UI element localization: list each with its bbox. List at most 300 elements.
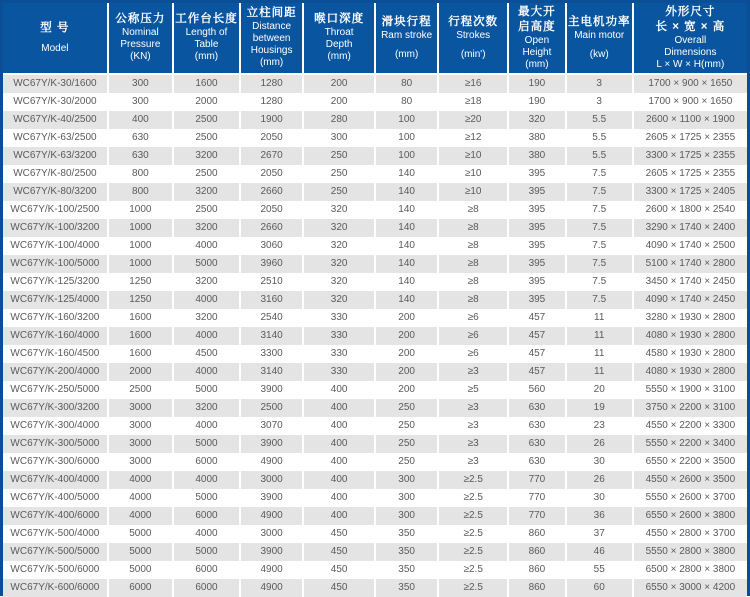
value-cell: 860 <box>508 561 566 579</box>
value-cell: 4080 × 1930 × 2800 <box>645 329 736 341</box>
value-cell: 320 <box>508 111 566 129</box>
value-cell: 1250 <box>108 273 173 291</box>
table-row <box>3 471 747 489</box>
column-header-open-height <box>508 3 566 74</box>
value-cell: 2605 × 1725 × 2355 <box>645 131 736 143</box>
column-header-throat-depth <box>303 3 375 74</box>
value-cell: 7.5 <box>566 237 633 255</box>
value-cell: 4000 <box>173 471 240 489</box>
value-cell: 860 <box>508 579 566 597</box>
value-cell: 400 <box>303 507 375 525</box>
value-cell: 1700 × 900 × 1650 <box>648 95 733 107</box>
value-cell: 6000 <box>173 561 240 579</box>
value-cell: 37 <box>566 525 633 543</box>
value-cell: 4550 × 2600 × 3500 <box>645 473 736 485</box>
value-cell: 1700 × 900 × 1650 <box>648 77 733 89</box>
value-cell: 2000 <box>108 363 173 381</box>
value-cell: 300 <box>108 93 173 111</box>
value-cell: 2670 <box>240 147 303 165</box>
value-cell: ≥2.5 <box>438 507 508 525</box>
value-cell: 630 <box>508 399 566 417</box>
value-cell: 140 <box>375 219 438 237</box>
value-cell: 3000 <box>240 471 303 489</box>
table-row <box>3 579 747 597</box>
value-cell: 140 <box>375 201 438 219</box>
value-cell: ≥3 <box>438 417 508 435</box>
value-cell: 2600 × 1100 × 1900 <box>645 113 735 125</box>
value-cell: 6550 × 2600 × 3800 <box>645 509 736 521</box>
value-cell: 3300 × 1725 × 2405 <box>645 185 736 197</box>
value-cell: 250 <box>303 183 375 201</box>
value-cell: 11 <box>566 327 633 345</box>
column-header-zh-label: 启高度 <box>518 20 556 33</box>
value-cell: 457 <box>508 327 566 345</box>
spec-table-header <box>3 3 747 74</box>
model-cell: WC67Y/K-500/6000 <box>3 561 108 579</box>
value-cell: 200 <box>375 381 438 399</box>
value-cell: 5550 × 1900 × 3100 <box>645 383 736 395</box>
value-cell: 1280 <box>240 93 303 111</box>
value-cell: 4550 × 2800 × 3700 <box>645 527 736 539</box>
column-header-zh-label: 外形尺寸 <box>665 6 716 18</box>
table-row <box>3 237 747 255</box>
value-cell: 630 <box>108 147 173 165</box>
value-cell: 46 <box>566 543 633 561</box>
column-header-zh-label: 长 × 宽 × 高 <box>655 20 726 33</box>
column-header-en-label: (mm) <box>525 58 549 70</box>
value-cell: 3750 × 2200 × 3100 <box>645 401 736 413</box>
model-cell: WC67Y/K-40/2500 <box>3 111 108 129</box>
value-cell: 1600 <box>173 74 240 93</box>
value-cell: ≥16 <box>438 74 508 93</box>
value-cell: 80 <box>375 74 438 93</box>
column-header-en-label: Height <box>522 46 552 58</box>
value-cell: 4000 <box>173 525 240 543</box>
value-cell: 3300 × 1725 × 2355 <box>645 149 736 161</box>
column-header-zh-label: 喉口深度 <box>314 13 365 26</box>
column-header-zh-label: 最大开 <box>518 6 556 18</box>
value-cell: 320 <box>303 291 375 309</box>
value-cell: 450 <box>303 561 375 579</box>
value-cell: 4900 <box>240 453 303 471</box>
value-cell: 60 <box>566 579 633 597</box>
value-cell: ≥3 <box>438 363 508 381</box>
value-cell: 450 <box>303 525 375 543</box>
value-cell: 800 <box>108 165 173 183</box>
value-cell: 330 <box>303 309 375 327</box>
value-cell: 330 <box>303 363 375 381</box>
model-cell: WC67Y/K-30/2000 <box>3 93 108 111</box>
value-cell: ≥2.5 <box>438 543 508 561</box>
value-cell: 450 <box>303 579 375 597</box>
column-header-table-length <box>173 3 240 74</box>
value-cell: ≥2.5 <box>438 579 508 597</box>
table-row <box>3 453 747 471</box>
column-header-en-label: Length of <box>185 27 228 39</box>
model-cell: WC67Y/K-160/4500 <box>3 345 108 363</box>
value-cell: 200 <box>375 345 438 363</box>
value-cell: 400 <box>303 435 375 453</box>
table-row <box>3 561 747 579</box>
value-cell: 3160 <box>240 291 303 309</box>
value-cell: 2500 <box>240 399 303 417</box>
value-cell: ≥20 <box>438 111 508 129</box>
column-header-en-label: Main motor <box>574 29 625 41</box>
value-cell: 3450 × 1740 × 2450 <box>645 275 736 287</box>
value-cell: 395 <box>508 237 566 255</box>
value-cell: 300 <box>375 471 438 489</box>
column-header-nominal-pressure <box>108 3 173 74</box>
table-row <box>3 327 747 345</box>
value-cell: 5.5 <box>566 147 633 165</box>
model-cell: WC67Y/K-400/4000 <box>3 471 108 489</box>
table-row <box>3 507 747 525</box>
model-cell: WC67Y/K-63/2500 <box>3 129 108 147</box>
value-cell: 3060 <box>240 237 303 255</box>
value-cell: 2050 <box>240 201 303 219</box>
value-cell: 5550 × 2200 × 3400 <box>645 437 736 449</box>
value-cell: ≥2.5 <box>438 525 508 543</box>
table-row <box>3 273 747 291</box>
column-header-en-label: Open <box>524 34 550 46</box>
value-cell: 26 <box>566 471 633 489</box>
value-cell: 6000 <box>173 453 240 471</box>
value-cell: 280 <box>303 111 375 129</box>
value-cell: ≥10 <box>438 147 508 165</box>
value-cell: 330 <box>303 327 375 345</box>
value-cell: 250 <box>375 453 438 471</box>
model-cell: WC67Y/K-300/5000 <box>3 435 108 453</box>
value-cell: 1000 <box>108 237 173 255</box>
value-cell: 2510 <box>240 273 303 291</box>
value-cell: 36 <box>566 507 633 525</box>
value-cell: 5000 <box>173 543 240 561</box>
value-cell: 7.5 <box>566 273 633 291</box>
table-row <box>3 183 747 201</box>
value-cell: 30 <box>566 453 633 471</box>
model-cell: WC67Y/K-300/3200 <box>3 399 108 417</box>
value-cell: 400 <box>303 471 375 489</box>
value-cell: 3140 <box>240 327 303 345</box>
value-cell: 395 <box>508 291 566 309</box>
column-header-zh-label: 立柱间距 <box>246 7 297 20</box>
value-cell: ≥2.5 <box>438 561 508 579</box>
value-cell: 860 <box>508 525 566 543</box>
value-cell: 4580 × 1930 × 2800 <box>645 347 736 359</box>
value-cell: 630 <box>508 417 566 435</box>
value-cell: 7.5 <box>566 219 633 237</box>
model-cell: WC67Y/K-63/3200 <box>3 147 108 165</box>
value-cell: 3200 <box>173 399 240 417</box>
model-cell: WC67Y/K-80/3200 <box>3 183 108 201</box>
column-header-en-label: Overall <box>674 34 707 46</box>
value-cell: 6000 <box>173 507 240 525</box>
value-cell: 1000 <box>108 255 173 273</box>
value-cell: 380 <box>508 129 566 147</box>
column-header-en-label: Depth <box>325 39 353 51</box>
column-header-zh-label: 工作台长度 <box>175 13 238 26</box>
value-cell: 4000 <box>108 489 173 507</box>
value-cell: ≥8 <box>438 237 508 255</box>
value-cell: 3900 <box>240 489 303 507</box>
value-cell: 7.5 <box>566 255 633 273</box>
model-cell: WC67Y/K-30/1600 <box>3 74 108 93</box>
column-header-en-label: (KN) <box>130 51 151 63</box>
value-cell: 140 <box>375 237 438 255</box>
column-header-en-label: (mm) <box>327 51 351 63</box>
value-cell: 1600 <box>108 327 173 345</box>
value-cell: 560 <box>508 381 566 399</box>
model-cell: WC67Y/K-400/5000 <box>3 489 108 507</box>
value-cell: 20 <box>566 381 633 399</box>
column-header-zh-label: 行程次数 <box>448 15 499 28</box>
value-cell: 350 <box>375 525 438 543</box>
value-cell: 457 <box>508 309 566 327</box>
model-cell: WC67Y/K-100/2500 <box>3 201 108 219</box>
value-cell: 55 <box>566 561 633 579</box>
value-cell: 860 <box>508 543 566 561</box>
value-cell: 630 <box>108 129 173 147</box>
value-cell: 6550 × 2200 × 3500 <box>645 455 736 467</box>
value-cell: 200 <box>303 74 375 93</box>
value-cell: 350 <box>375 579 438 597</box>
value-cell: 30 <box>566 489 633 507</box>
table-row <box>3 417 747 435</box>
value-cell: 1000 <box>108 219 173 237</box>
column-header-en-label: (min') <box>460 48 486 60</box>
value-cell: 300 <box>375 489 438 507</box>
table-row <box>3 381 747 399</box>
value-cell: 4000 <box>173 363 240 381</box>
value-cell: 250 <box>375 435 438 453</box>
value-cell: 5000 <box>173 381 240 399</box>
model-cell: WC67Y/K-250/5000 <box>3 381 108 399</box>
value-cell: 3000 <box>108 435 173 453</box>
value-cell: ≥8 <box>438 291 508 309</box>
value-cell: 3200 <box>173 309 240 327</box>
model-cell: WC67Y/K-125/3200 <box>3 273 108 291</box>
value-cell: 400 <box>303 417 375 435</box>
table-row <box>3 525 747 543</box>
value-cell: 3280 × 1930 × 2800 <box>645 311 736 323</box>
value-cell: 400 <box>303 489 375 507</box>
value-cell: 200 <box>375 363 438 381</box>
value-cell: 250 <box>375 399 438 417</box>
value-cell: 100 <box>375 147 438 165</box>
value-cell: 4000 <box>173 417 240 435</box>
value-cell: 5000 <box>173 435 240 453</box>
value-cell: 2605 × 1725 × 2355 <box>645 167 736 179</box>
value-cell: 300 <box>108 74 173 93</box>
value-cell: 457 <box>508 363 566 381</box>
column-header-en-label: between <box>252 33 291 45</box>
value-cell: 3000 <box>108 399 173 417</box>
column-header-en-label <box>4 36 106 43</box>
column-header-en-label <box>568 42 631 49</box>
value-cell: 3 <box>566 93 633 111</box>
column-header-en-label: (kw) <box>589 48 609 60</box>
column-header-zh-label: 公称压力 <box>115 13 166 26</box>
value-cell: 3200 <box>173 273 240 291</box>
column-header-zh-label: 滑块行程 <box>381 15 432 28</box>
value-cell: 395 <box>508 273 566 291</box>
value-cell: 3200 <box>173 183 240 201</box>
value-cell: 4550 × 2200 × 3300 <box>645 419 736 431</box>
value-cell: 380 <box>508 147 566 165</box>
model-cell: WC67Y/K-500/5000 <box>3 543 108 561</box>
value-cell: 5100 × 1740 × 2800 <box>645 257 736 269</box>
value-cell: 11 <box>566 309 633 327</box>
table-row <box>3 165 747 183</box>
value-cell: 400 <box>108 111 173 129</box>
value-cell: 5000 <box>108 561 173 579</box>
value-cell: 320 <box>303 219 375 237</box>
value-cell: 1600 <box>108 345 173 363</box>
value-cell: 330 <box>303 345 375 363</box>
value-cell: 200 <box>303 93 375 111</box>
table-row <box>3 255 747 273</box>
table-row <box>3 201 747 219</box>
value-cell: 300 <box>375 507 438 525</box>
column-header-en-label: (mm) <box>194 51 219 63</box>
value-cell: 5000 <box>173 489 240 507</box>
value-cell: ≥8 <box>438 255 508 273</box>
value-cell: 1000 <box>108 201 173 219</box>
value-cell: 80 <box>375 93 438 111</box>
value-cell: 3900 <box>240 435 303 453</box>
value-cell: 2600 × 1800 × 2540 <box>645 203 736 215</box>
table-row <box>3 219 747 237</box>
column-header-housing-distance <box>240 3 303 74</box>
value-cell: ≥2.5 <box>438 489 508 507</box>
value-cell: 1900 <box>240 111 303 129</box>
value-cell: 250 <box>375 417 438 435</box>
value-cell: 770 <box>508 507 566 525</box>
column-header-en-label <box>440 42 506 49</box>
value-cell: 300 <box>303 129 375 147</box>
value-cell: 3 <box>566 74 633 93</box>
value-cell: 630 <box>508 435 566 453</box>
value-cell: ≥10 <box>438 165 508 183</box>
column-header-en-label: Distance <box>252 21 292 33</box>
value-cell: 6550 × 3000 × 4200 <box>645 581 736 593</box>
value-cell: ≥6 <box>438 345 508 363</box>
value-cell: 250 <box>303 165 375 183</box>
value-cell: ≥3 <box>438 453 508 471</box>
value-cell: 3000 <box>240 525 303 543</box>
value-cell: 395 <box>508 219 566 237</box>
value-cell: 190 <box>508 93 566 111</box>
value-cell: 3000 <box>108 453 173 471</box>
model-cell: WC67Y/K-100/4000 <box>3 237 108 255</box>
value-cell: ≥10 <box>438 183 508 201</box>
table-row <box>3 435 747 453</box>
value-cell: 3900 <box>240 381 303 399</box>
value-cell: 4000 <box>173 327 240 345</box>
table-row <box>3 399 747 417</box>
model-cell: WC67Y/K-160/3200 <box>3 309 108 327</box>
value-cell: 770 <box>508 489 566 507</box>
value-cell: 5000 <box>108 543 173 561</box>
value-cell: 11 <box>566 345 633 363</box>
value-cell: 395 <box>508 255 566 273</box>
column-header-en-label: Strokes <box>456 29 491 41</box>
value-cell: 140 <box>375 273 438 291</box>
model-cell: WC67Y/K-300/4000 <box>3 417 108 435</box>
value-cell: 140 <box>375 165 438 183</box>
model-cell: WC67Y/K-80/2500 <box>3 165 108 183</box>
value-cell: 4500 <box>173 345 240 363</box>
column-header-en-label: (mm) <box>394 48 419 60</box>
column-header-en-label <box>377 42 436 49</box>
table-row <box>3 93 747 111</box>
column-header-ram-stroke <box>375 3 438 74</box>
value-cell: 4900 <box>240 561 303 579</box>
model-cell: WC67Y/K-500/4000 <box>3 525 108 543</box>
value-cell: ≥2.5 <box>438 471 508 489</box>
value-cell: ≥6 <box>438 309 508 327</box>
value-cell: ≥12 <box>438 129 508 147</box>
value-cell: 26 <box>566 435 633 453</box>
header-row <box>3 3 747 74</box>
value-cell: 4000 <box>173 291 240 309</box>
column-header-zh-label: 主电机功率 <box>567 15 631 28</box>
column-header-en-label: Nominal <box>122 27 159 39</box>
value-cell: ≥8 <box>438 201 508 219</box>
value-cell: 320 <box>303 273 375 291</box>
table-row <box>3 111 747 129</box>
value-cell: 3300 <box>240 345 303 363</box>
value-cell: 1250 <box>108 291 173 309</box>
column-header-en-label: Pressure <box>120 39 161 51</box>
model-cell: WC67Y/K-400/6000 <box>3 507 108 525</box>
value-cell: 4090 × 1740 × 2500 <box>645 239 736 251</box>
value-cell: 3000 <box>108 417 173 435</box>
model-cell: WC67Y/K-600/6000 <box>3 579 108 597</box>
value-cell: 1600 <box>108 309 173 327</box>
value-cell: 2500 <box>173 129 240 147</box>
column-header-strokes <box>438 3 508 74</box>
value-cell: 1280 <box>240 74 303 93</box>
value-cell: 250 <box>303 147 375 165</box>
column-header-en-label: Housings <box>250 45 293 57</box>
value-cell: 140 <box>375 183 438 201</box>
value-cell: ≥18 <box>438 93 508 111</box>
value-cell: 2500 <box>173 165 240 183</box>
value-cell: 6500 × 2800 × 3800 <box>645 563 736 575</box>
value-cell: 4080 × 1930 × 2800 <box>645 365 736 377</box>
column-header-en-label: (mm) <box>259 57 284 69</box>
value-cell: 11 <box>566 363 633 381</box>
value-cell: ≥6 <box>438 327 508 345</box>
table-row <box>3 74 747 93</box>
value-cell: 4900 <box>240 507 303 525</box>
value-cell: 800 <box>108 183 173 201</box>
value-cell: ≥8 <box>438 219 508 237</box>
value-cell: 4900 <box>240 579 303 597</box>
value-cell: 190 <box>508 74 566 93</box>
value-cell: 457 <box>508 345 566 363</box>
value-cell: 5.5 <box>566 129 633 147</box>
model-cell: WC67Y/K-100/3200 <box>3 219 108 237</box>
value-cell: 630 <box>508 453 566 471</box>
value-cell: 140 <box>375 255 438 273</box>
column-header-model <box>3 3 108 74</box>
table-row <box>3 345 747 363</box>
value-cell: 400 <box>303 399 375 417</box>
value-cell: 2000 <box>173 93 240 111</box>
value-cell: 350 <box>375 561 438 579</box>
